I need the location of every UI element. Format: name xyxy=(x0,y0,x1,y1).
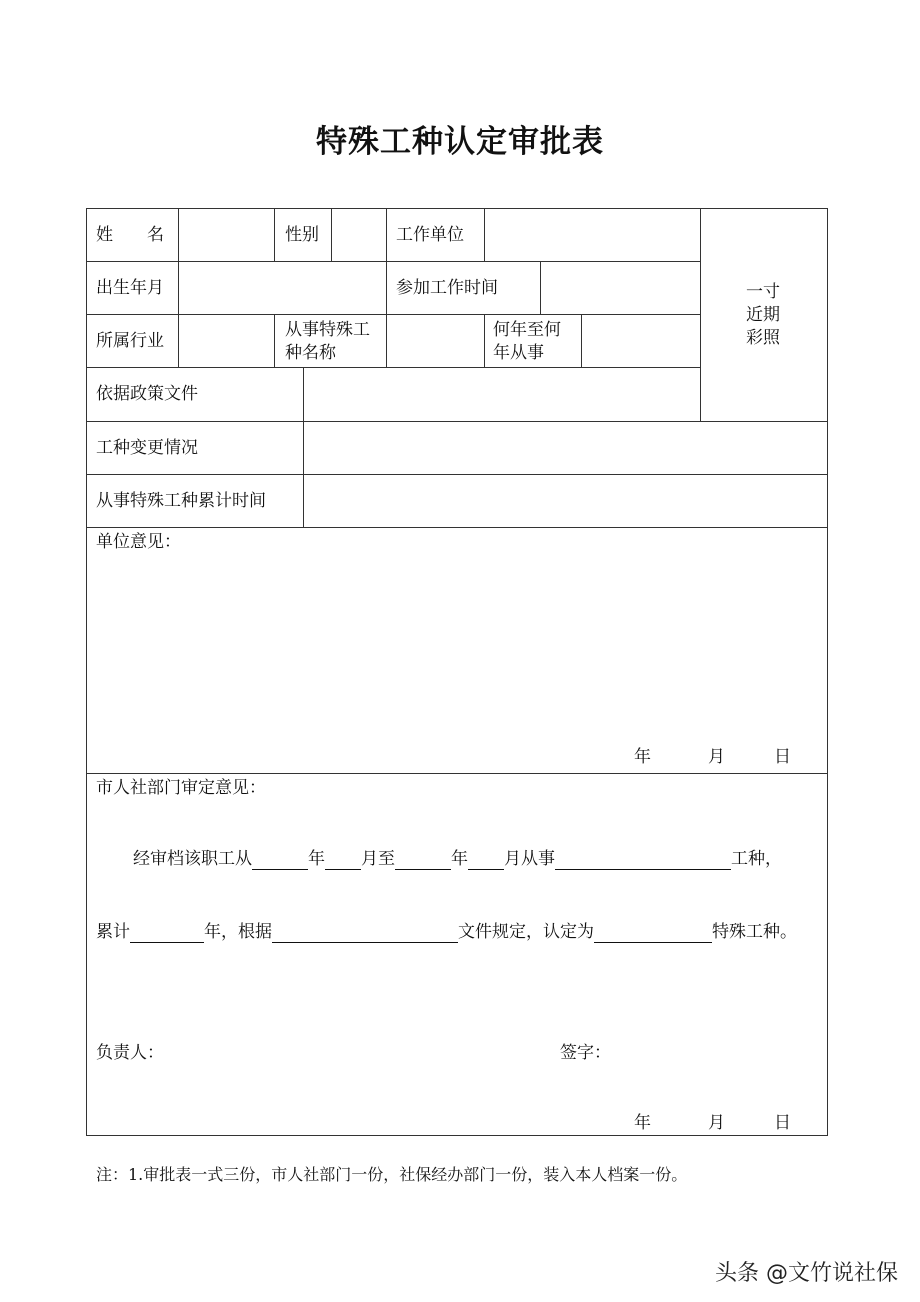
blank-line xyxy=(395,851,451,870)
text-segment: 经审档该职工从 xyxy=(133,849,252,869)
col-line xyxy=(274,314,275,368)
border-bottom xyxy=(86,1135,828,1136)
blank-line xyxy=(468,851,504,870)
col-line xyxy=(386,208,387,315)
photo-label-3: 彩照 xyxy=(746,328,780,348)
blank-line xyxy=(555,851,731,870)
text-segment: 月从事 xyxy=(504,849,555,869)
join-work-label: 参加工作时间 xyxy=(396,278,498,298)
col-line xyxy=(540,261,541,315)
special-type-label-2: 种名称 xyxy=(285,343,336,363)
text-segment: 年 xyxy=(308,849,325,869)
col-line xyxy=(303,367,304,528)
gender-label: 性别 xyxy=(285,225,319,245)
photo-label-1: 一寸 xyxy=(746,282,780,302)
text-segment: 累计 xyxy=(96,922,130,942)
unit-opinion-month: 月 xyxy=(708,747,725,767)
col-line xyxy=(274,208,275,262)
review-sentence-2 xyxy=(96,921,797,943)
text-segment: 年 xyxy=(451,849,468,869)
col-line xyxy=(386,314,387,368)
row-line xyxy=(86,773,828,774)
footnote: 注：1.审批表一式三份，市人社部门一份，社保经办部门一份，装入本人档案一份。 xyxy=(96,1165,688,1184)
years-label-2: 年从事 xyxy=(493,343,544,363)
employer-label: 工作单位 xyxy=(396,225,464,245)
text-segment: 文件规定，认定为 xyxy=(458,922,594,942)
row-line xyxy=(86,527,828,528)
change-label: 工种变更情况 xyxy=(96,438,198,458)
text-segment: 工种， xyxy=(731,849,782,869)
industry-label: 所属行业 xyxy=(96,331,164,351)
blank-line xyxy=(325,851,361,870)
blank-line xyxy=(272,924,458,943)
review-sentence-1 xyxy=(133,848,782,870)
page-title: 特殊工种认定审批表 xyxy=(316,124,604,160)
row-line xyxy=(86,421,828,422)
cumulative-label: 从事特殊工种累计时间 xyxy=(96,491,266,511)
col-line xyxy=(581,314,582,368)
signature-label: 签字： xyxy=(560,1043,611,1063)
unit-opinion-day: 日 xyxy=(774,747,791,767)
col-line xyxy=(331,208,332,262)
row-line xyxy=(86,474,828,475)
text-segment: 年，根据 xyxy=(204,922,272,942)
col-line xyxy=(484,314,485,368)
name-label: 姓 名 xyxy=(96,225,164,245)
hr-review-day: 日 xyxy=(774,1113,791,1133)
responsible-label: 负责人： xyxy=(96,1043,164,1063)
hr-review-year: 年 xyxy=(634,1113,651,1133)
hr-review-label: 市人社部门审定意见： xyxy=(96,778,266,798)
photo-label-2: 近期 xyxy=(746,305,780,325)
watermark: 头条 @文竹说社保 xyxy=(715,1261,898,1286)
unit-opinion-year: 年 xyxy=(634,747,651,767)
approval-form xyxy=(86,208,828,1136)
years-label-1: 何年至何 xyxy=(493,320,561,340)
hr-review-month: 月 xyxy=(708,1113,725,1133)
col-line xyxy=(484,208,485,262)
blank-line xyxy=(130,924,204,943)
text-segment: 月至 xyxy=(361,849,395,869)
border-left xyxy=(86,208,87,1136)
text-segment: 特殊工种。 xyxy=(712,922,797,942)
birth-label: 出生年月 xyxy=(96,278,164,298)
blank-line xyxy=(252,851,308,870)
col-line xyxy=(700,208,701,422)
special-type-label-1: 从事特殊工 xyxy=(285,320,370,340)
col-line xyxy=(178,208,179,368)
border-top xyxy=(86,208,828,209)
unit-opinion-label: 单位意见： xyxy=(96,532,181,552)
border-right xyxy=(827,208,828,1136)
policy-label: 依据政策文件 xyxy=(96,384,198,404)
blank-line xyxy=(594,924,712,943)
